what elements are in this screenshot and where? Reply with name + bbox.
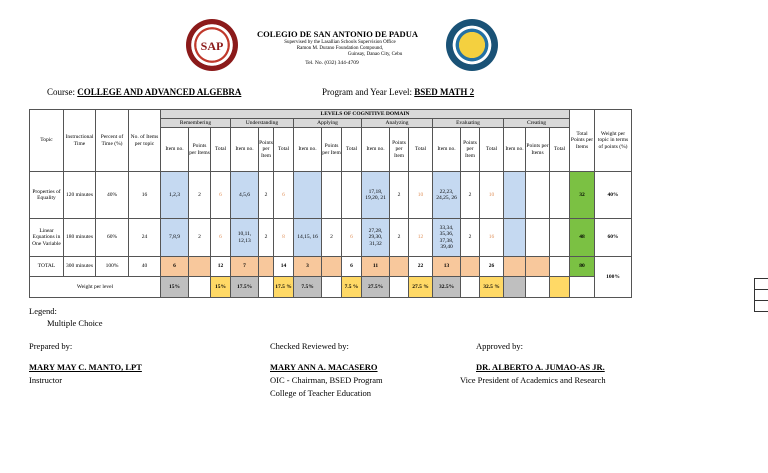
und-blank [259,257,274,277]
program-label: Program and Year Level: [322,87,412,97]
table-row [30,219,632,257]
eva-count: 13 [433,257,461,277]
items-cell: 24 [129,219,161,257]
total-items: 40 [129,257,161,277]
total-percent: 100% [96,257,129,277]
course-value: COLLEGE AND ADVANCED ALGEBRA [77,87,242,97]
sub-points: Points per Items [189,128,211,172]
sub-item-no: Item no. [161,128,189,172]
col-weight: Weight per topic in terms of points (%) [595,110,632,172]
sub-points: Points per Item [461,128,480,172]
app-count: 3 [294,257,322,277]
eva-blank [461,257,480,277]
ana-item-no: 17,18, 19,20, 21 [362,172,390,219]
edge-box [754,300,768,312]
cre-points [526,172,550,219]
topic-cell: Linear Equations in One Variable [30,219,64,257]
col-items-per-topic: No. of Items per topic [129,110,161,172]
ana-weight-total: 27.5 % [409,277,433,298]
percent-cell: 40% [96,172,129,219]
ana-item-no: 27,28, 29,30, 31,32 [362,219,390,257]
legend-title: Legend: [29,306,57,316]
supervised-line: Supervised by the Lasallian Schools Supervision Office [284,40,396,45]
eva-points: 2 [461,219,480,257]
und-weight: 17.5% [231,277,259,298]
eva-item-no: 22,23, 24,25, 26 [433,172,461,219]
eva-weight-blank [461,277,480,298]
cre-blank [526,257,550,277]
sub-total: Total [409,128,433,172]
sub-points: Points per Item [259,128,274,172]
course-label: Course: [47,87,75,97]
tel-line: Tel. No. (032) 344-4709 [305,60,359,66]
sub-item-no: Item no. [362,128,390,172]
school-seal-logo [186,19,238,71]
rem-item-no: 1,2,3 [161,172,189,219]
eva-item-no: 33,34, 35,36, 37,38, 39,40 [433,219,461,257]
total-points-cell: 48 [570,219,595,257]
sub-total: Total [211,128,231,172]
und-item-no: 4,5,6 [231,172,259,219]
level-evaluating: Evaluating [433,119,504,128]
weight-label: Weight per level [30,277,161,298]
total-weight-blank [570,277,595,298]
sub-points: Points per Item [322,128,342,172]
app-points [322,172,342,219]
sub-points: Points per Items [526,128,550,172]
app-weight-blank [322,277,342,298]
col-percent-time: Percent of Time (%) [96,110,129,172]
course-line [47,87,241,97]
und-sum: 14 [274,257,294,277]
weight-cell: 60% [595,219,632,257]
app-total: 6 [342,219,362,257]
cre-weight-blank [526,277,550,298]
ana-total: 12 [409,219,433,257]
und-count: 7 [231,257,259,277]
sub-total: Total [342,128,362,172]
level-creating: Creating [504,119,570,128]
svg-text:SAP: SAP [200,39,224,53]
level-remembering: Remembering [161,119,231,128]
eva-points: 2 [461,172,480,219]
eva-weight-total: 32.5 % [480,277,504,298]
ana-points: 2 [390,172,409,219]
cre-sum [550,257,570,277]
ana-points: 2 [390,219,409,257]
ana-sum: 22 [409,257,433,277]
address-line-1: Ramon M. Durano Foundation Compound, [296,46,384,51]
app-item-no [294,172,322,219]
und-points: 2 [259,172,274,219]
col-total-points: Total Points per Items [570,110,595,172]
table-row [30,172,632,219]
cre-total [550,219,570,257]
ana-blank [390,257,409,277]
level-applying: Applying [294,119,362,128]
grand-total-points: 80 [570,257,595,277]
eva-sum: 26 [480,257,504,277]
rem-total: 6 [211,172,231,219]
checked-name: MARY ANN A. MACASERO [270,362,378,372]
topic-cell: Properties of Equality [30,172,64,219]
app-weight-total: 7.5 % [342,277,362,298]
rem-weight-blank [189,277,211,298]
ana-weight-blank [390,277,409,298]
eva-total: 10 [480,172,504,219]
app-item-no: 14,15, 16 [294,219,322,257]
app-weight: 7.5% [294,277,322,298]
levels-title: LEVELS OF COGNITIVE DOMAIN [161,110,570,119]
prepared-name: MARY MAY C. MANTO, LPT [29,362,142,372]
sap-monogram-icon [186,19,238,71]
checked-role-2: College of Teacher Education [270,388,371,398]
percent-cell: 60% [96,219,129,257]
school-name: COLEGIO DE SAN ANTONIO DE PADUA [257,29,418,39]
rem-item-no: 7,8,9 [161,219,189,257]
cre-item-no [504,219,526,257]
rem-count: 6 [161,257,189,277]
und-total: 6 [274,172,294,219]
ana-count: 11 [362,257,390,277]
col-topic: Topic [30,110,64,172]
cre-total [550,172,570,219]
grand-weight: 100% [595,257,632,298]
address-line-2: Guinsay, Danao City, Cebu [347,52,403,57]
und-item-no: 10,11, 12,13 [231,219,259,257]
approved-label: Approved by: [476,341,523,351]
rem-points: 2 [189,219,211,257]
cre-weight [504,277,526,298]
total-row [30,257,632,277]
rem-points: 2 [189,172,211,219]
approved-name: DR. ALBERTO A. JUMAO-AS JR. [476,362,605,372]
level-analyzing: Analyzing [362,119,433,128]
rem-blank [189,257,211,277]
items-cell: 16 [129,172,161,219]
college-seal-logo [446,19,498,71]
prepared-role: Instructor [29,375,63,385]
sub-total: Total [480,128,504,172]
und-total: 8 [274,219,294,257]
cre-item-no [504,172,526,219]
sub-item-no: Item no. [231,128,259,172]
ana-total: 10 [409,172,433,219]
und-points: 2 [259,219,274,257]
sub-item-no: Item no. [433,128,461,172]
checked-role-1: OIC - Chairman, BSED Program [270,375,383,385]
und-weight-blank [259,277,274,298]
col-instr-time: Instructional Time [64,110,96,172]
app-blank [322,257,342,277]
app-points: 2 [322,219,342,257]
level-understanding: Understanding [231,119,294,128]
sub-total: Total [550,128,570,172]
cre-count [504,257,526,277]
checked-label: Checked Reviewed by: [270,341,349,351]
weight-cell: 40% [595,172,632,219]
sub-item-no: Item no. [504,128,526,172]
program-value: BSED MATH 2 [414,87,475,97]
rem-sum: 12 [211,257,231,277]
und-weight-total: 17.5 % [274,277,294,298]
total-points-cell: 32 [570,172,595,219]
time-cell: 120 minutes [64,172,96,219]
eva-total: 16 [480,219,504,257]
time-cell: 180 minutes [64,219,96,257]
sub-item-no: Item no. [294,128,322,172]
total-label: TOTAL [30,257,64,277]
app-total [342,172,362,219]
sub-points: Points per Item [390,128,409,172]
approved-role: Vice President of Academics and Research [460,375,606,385]
rem-weight: 15% [161,277,189,298]
cre-weight-total [550,277,570,298]
eva-weight: 32.5% [433,277,461,298]
app-sum: 6 [342,257,362,277]
rem-weight-total: 15% [211,277,231,298]
rem-total: 6 [211,219,231,257]
total-time: 300 minutes [64,257,96,277]
legend-item: Multiple Choice [47,318,103,328]
weight-row [30,277,632,298]
cre-points [526,219,550,257]
sub-total: Total [274,128,294,172]
ana-weight: 27.5% [362,277,390,298]
prepared-label: Prepared by: [29,341,73,351]
tos-table [29,109,632,298]
program-line [322,87,474,97]
